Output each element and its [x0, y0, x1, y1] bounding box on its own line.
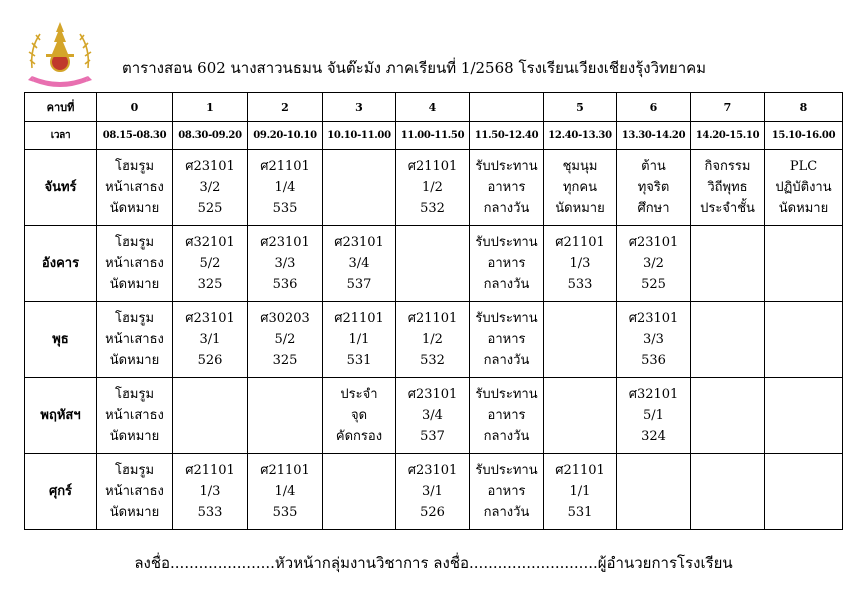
cell-line: 3/4 — [348, 256, 370, 271]
cell-line: ศ23101 — [407, 387, 458, 402]
cell-line: 3/1 — [199, 332, 221, 347]
cell-line: 1/1 — [348, 332, 370, 347]
cell-line: 531 — [346, 353, 372, 368]
schedule-cell — [544, 454, 617, 530]
cell-line: กลางวัน — [483, 201, 530, 216]
schedule-cell — [248, 150, 323, 226]
day-name: พฤหัสฯ — [25, 378, 97, 454]
cell-line: โฮมรูม — [114, 387, 155, 402]
cell-line: นัดหมาย — [555, 201, 605, 216]
cell-line: 525 — [197, 201, 223, 216]
cell-line: อาหาร — [487, 484, 526, 499]
cell-line: ศ23101 — [628, 311, 679, 326]
schedule-cell — [765, 302, 843, 378]
cell-line: 5/1 — [643, 408, 664, 423]
cell-line: 5/2 — [274, 332, 296, 347]
cell-line: ศ23101 — [407, 463, 458, 478]
cell-line: ศ21101 — [260, 159, 310, 174]
cell-line: กลางวัน — [483, 429, 530, 444]
schedule-cell — [97, 226, 173, 302]
schedule-cell — [173, 302, 248, 378]
cell-line: โฮมรูม — [114, 235, 155, 250]
cell-line: 535 — [272, 201, 298, 216]
schedule-cell — [691, 302, 765, 378]
schedule-cell — [396, 454, 470, 530]
schedule-cell — [544, 378, 617, 454]
schedule-cell — [97, 378, 173, 454]
period-number: 0 — [97, 93, 173, 122]
cell-line: 1/3 — [199, 484, 221, 499]
cell-line: ศึกษา — [637, 201, 670, 216]
school-emblem-icon — [26, 18, 94, 90]
cell-line: นัดหมาย — [109, 201, 160, 216]
cell-line: กลางวัน — [483, 277, 530, 292]
page-title: ตารางสอน 602 นางสาวนธมน จันต๊ะมัง ภาคเรียนที่ 1/2568 โรงเรียนเวียงเชียงรุ้งวิทยาคม — [122, 59, 707, 77]
schedule-cell — [248, 454, 323, 530]
schedule-cell — [617, 454, 691, 530]
cell-line: นัดหมาย — [109, 505, 160, 520]
cell-line: ศ21101 — [555, 235, 605, 250]
schedule-cell — [544, 302, 617, 378]
time-slot: 11.50-12.40 — [470, 122, 544, 150]
cell-line: ปฏิบัติงาน — [775, 180, 832, 195]
cell-line: นัดหมาย — [778, 201, 829, 216]
day-name: จันทร์ — [25, 150, 97, 226]
cell-line: 324 — [641, 429, 666, 444]
period-number: 2 — [248, 93, 323, 122]
cell-line: 3/2 — [643, 256, 664, 271]
cell-line: 325 — [197, 277, 223, 292]
schedule-cell — [617, 150, 691, 226]
schedule-cell — [470, 150, 544, 226]
cell-line: 526 — [197, 353, 223, 368]
cell-line: 325 — [272, 353, 298, 368]
day-name: ศุกร์ — [25, 454, 97, 530]
schedule-cell — [248, 226, 323, 302]
schedule-cell — [691, 454, 765, 530]
schedule-cell — [396, 302, 470, 378]
cell-line: ทุจริต — [637, 180, 670, 195]
cell-line: 533 — [197, 505, 223, 520]
schedule-cell — [691, 150, 765, 226]
schedule-cell — [765, 150, 843, 226]
cell-line: 536 — [272, 277, 298, 292]
schedule-cell — [617, 302, 691, 378]
schedule-cell — [765, 378, 843, 454]
schedule-cell — [765, 226, 843, 302]
schedule-cell — [396, 378, 470, 454]
schedule-cell — [544, 226, 617, 302]
schedule-cell — [396, 226, 470, 302]
cell-line: ศ21101 — [185, 463, 235, 478]
time-slot: 14.20-15.10 — [691, 122, 765, 150]
cell-line: ศ23101 — [628, 235, 679, 250]
cell-line: โฮมรูม — [114, 463, 155, 478]
cell-line: ศ21101 — [555, 463, 605, 478]
cell-line: ศ23101 — [185, 311, 235, 326]
cell-line: 3/3 — [274, 256, 296, 271]
cell-line: 1/2 — [422, 180, 443, 195]
period-number: 1 — [173, 93, 248, 122]
schedule-cell — [691, 378, 765, 454]
schedule-cell — [173, 378, 248, 454]
cell-line: ศ23101 — [334, 235, 384, 250]
cell-line: หน้าเสาธง — [105, 408, 164, 423]
cell-line: 531 — [567, 505, 593, 520]
cell-line: กลางวัน — [483, 505, 530, 520]
cell-line: ประจำ — [340, 387, 378, 402]
schedule-cell — [173, 454, 248, 530]
cell-line: อาหาร — [487, 408, 526, 423]
cell-line: คัดกรอง — [335, 429, 383, 444]
cell-line: 5/2 — [199, 256, 221, 271]
cell-line: PLC — [789, 159, 818, 174]
cell-line: ศ23101 — [185, 159, 235, 174]
period-number: 3 — [323, 93, 396, 122]
cell-line: 1/3 — [569, 256, 591, 271]
schedule-cell — [248, 378, 323, 454]
cell-line: 1/4 — [274, 180, 296, 195]
cell-line: 3/3 — [643, 332, 664, 347]
cell-line: ศ21101 — [407, 159, 458, 174]
schedule-cell — [470, 226, 544, 302]
cell-line: หน้าเสาธง — [105, 484, 164, 499]
schedule-cell — [248, 302, 323, 378]
cell-line: อาหาร — [487, 256, 526, 271]
period-number: 7 — [691, 93, 765, 122]
schedule-cell — [396, 150, 470, 226]
cell-line: โฮมรูม — [114, 311, 155, 326]
day-name: อังคาร — [25, 226, 97, 302]
time-slot: 09.20-10.10 — [248, 122, 323, 150]
cell-line: ศ21101 — [407, 311, 458, 326]
schedule-cell — [470, 454, 544, 530]
cell-line: 3/4 — [422, 408, 443, 423]
cell-line: 532 — [420, 353, 445, 368]
schedule-cell — [323, 302, 396, 378]
cell-line: หน้าเสาธง — [105, 332, 164, 347]
cell-line: รับประทาน — [475, 463, 538, 478]
cell-line: นัดหมาย — [109, 429, 160, 444]
day-row — [25, 378, 843, 454]
time-slot: 13.30-14.20 — [617, 122, 691, 150]
cell-line: 533 — [567, 277, 593, 292]
schedule-cell — [173, 150, 248, 226]
cell-line: ชุมนุม — [562, 159, 598, 174]
cell-line: ศ23101 — [260, 235, 310, 250]
cell-line: กลางวัน — [483, 353, 530, 368]
time-header-row — [25, 122, 843, 150]
time-slot: 10.10-11.00 — [323, 122, 396, 150]
day-row — [25, 302, 843, 378]
schedule-cell — [323, 226, 396, 302]
schedule-cell — [617, 378, 691, 454]
cell-line: ศ21101 — [260, 463, 310, 478]
signature-line: ลงชื่อ......................หัวหน้ากลุ่มงานวิชาการ ลงชื่อ...........................ผู้อำนวยการโรงเรียน — [134, 554, 733, 572]
day-name: พุธ — [25, 302, 97, 378]
time-slot: 11.00-11.50 — [396, 122, 470, 150]
period-label: คาบที่ — [25, 93, 97, 122]
day-row — [25, 150, 843, 226]
schedule-cell — [470, 302, 544, 378]
period-header-row — [25, 93, 843, 122]
cell-line: จุด — [350, 408, 368, 423]
cell-line: 1/4 — [274, 484, 296, 499]
cell-line: 535 — [272, 505, 298, 520]
cell-line: ศ32101 — [628, 387, 679, 402]
timetable — [24, 92, 843, 530]
time-slot: 08.30-09.20 — [173, 122, 248, 150]
cell-line: รับประทาน — [475, 235, 538, 250]
cell-line: 525 — [641, 277, 666, 292]
cell-line: 1/2 — [422, 332, 443, 347]
cell-line: ทุกคน — [562, 180, 598, 195]
cell-line: 3/1 — [422, 484, 443, 499]
schedule-cell — [765, 454, 843, 530]
cell-line: นัดหมาย — [109, 277, 160, 292]
period-number: 8 — [765, 93, 843, 122]
schedule-cell — [691, 226, 765, 302]
cell-line: 536 — [641, 353, 666, 368]
cell-line: 526 — [420, 505, 445, 520]
period-number: 4 — [396, 93, 470, 122]
time-slot: 15.10-16.00 — [765, 122, 843, 150]
schedule-cell — [97, 150, 173, 226]
cell-line: รับประทาน — [475, 159, 538, 174]
day-row — [25, 226, 843, 302]
schedule-cell — [323, 454, 396, 530]
period-number: 5 — [544, 93, 617, 122]
period-number — [470, 93, 544, 122]
time-label: เวลา — [25, 122, 97, 150]
schedule-cell — [323, 378, 396, 454]
cell-line: ประจำชั้น — [700, 201, 755, 216]
cell-line: หน้าเสาธง — [105, 180, 164, 195]
schedule-cell — [173, 226, 248, 302]
cell-line: 3/2 — [199, 180, 221, 195]
cell-line: 537 — [346, 277, 372, 292]
cell-line: กิจกรรม — [704, 159, 751, 174]
schedule-cell — [470, 378, 544, 454]
cell-line: หน้าเสาธง — [105, 256, 164, 271]
schedule-cell — [323, 150, 396, 226]
cell-line: ต้าน — [641, 159, 666, 174]
cell-line: นัดหมาย — [109, 353, 160, 368]
time-slot: 12.40-13.30 — [544, 122, 617, 150]
cell-line: วิถีพุทธ — [707, 180, 748, 195]
cell-line: 1/1 — [569, 484, 591, 499]
cell-line: ศ21101 — [334, 311, 384, 326]
time-slot: 08.15-08.30 — [97, 122, 173, 150]
cell-line: ศ30203 — [260, 311, 310, 326]
schedule-cell — [97, 454, 173, 530]
cell-line: รับประทาน — [475, 387, 538, 402]
period-number: 6 — [617, 93, 691, 122]
cell-line: รับประทาน — [475, 311, 538, 326]
schedule-cell — [617, 226, 691, 302]
cell-line: อาหาร — [487, 332, 526, 347]
cell-line: ศ32101 — [185, 235, 235, 250]
cell-line: 532 — [420, 201, 445, 216]
cell-line: โฮมรูม — [114, 159, 155, 174]
cell-line: อาหาร — [487, 180, 526, 195]
schedule-cell — [97, 302, 173, 378]
cell-line: 537 — [420, 429, 445, 444]
schedule-cell — [544, 150, 617, 226]
day-row — [25, 454, 843, 530]
